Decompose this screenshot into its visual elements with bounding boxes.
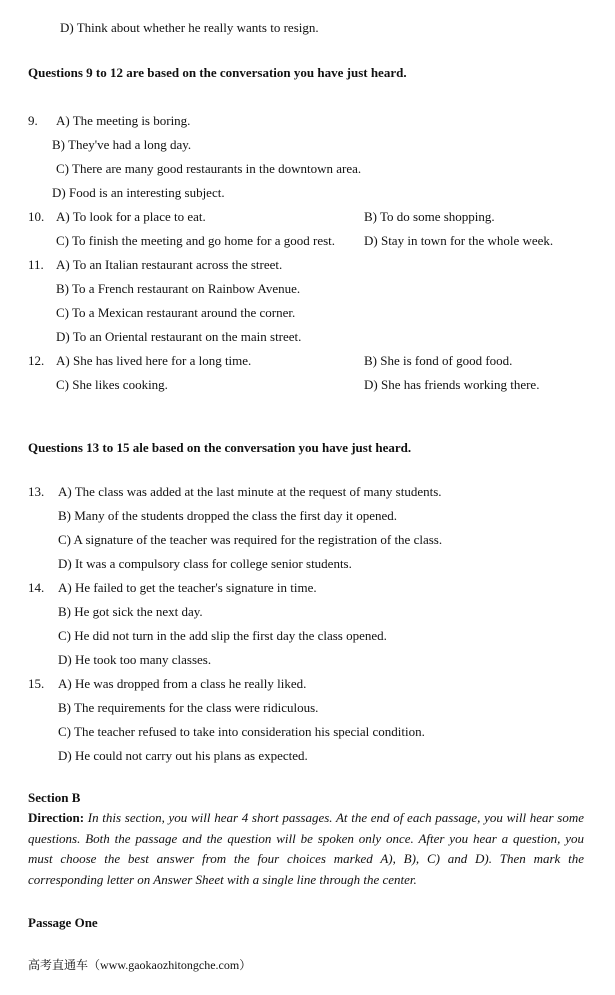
question-number-13: 13. (28, 484, 45, 499)
q15-option-b: B) The requirements for the class were ridiculous. (58, 700, 319, 715)
q9-option-d: D) Food is an interesting subject. (52, 185, 225, 200)
q10-option-d: D) Stay in town for the whole week. (364, 233, 554, 248)
q11-option-a: A) To an Italian restaurant across the street. (56, 257, 283, 272)
q11-option-c: C) To a Mexican restaurant around the corner. (56, 305, 296, 320)
q14-option-a: A) He failed to get the teacher's signature in time. (58, 580, 317, 595)
q12-option-d: D) She has friends working there. (364, 377, 540, 392)
footer-site-url: （www.gaokaozhitongche.com） (88, 958, 252, 972)
q15-option-d: D) He could not carry out his plans as expected. (58, 748, 308, 763)
q10-option-b: B) To do some shopping. (364, 209, 495, 224)
question-number-12: 12. (28, 353, 45, 368)
q12-option-a: A) She has lived here for a long time. (56, 353, 252, 368)
q9-option-c: C) There are many good restaurants in the downtown area. (56, 161, 362, 176)
question-number-15: 15. (28, 676, 45, 691)
section-b-title: Section B (28, 790, 81, 805)
q9-option-b: B) They've had a long day. (52, 137, 192, 152)
question-number-11: 11. (28, 257, 44, 272)
q10-option-c: C) To finish the meeting and go home for a good rest. (56, 233, 336, 248)
direction-label: Direction: (28, 810, 85, 825)
q9-option-a: A) The meeting is boring. (56, 113, 191, 128)
footer-site-name: 高考直通车 (28, 958, 89, 972)
question-number-9: 9. (28, 113, 38, 128)
q14-option-b: B) He got sick the next day. (58, 604, 203, 619)
passage-one-heading: Passage One (28, 915, 98, 930)
q13-option-d: D) It was a compulsory class for college senior students. (58, 556, 352, 571)
section-heading-13-15: Questions 13 to 15 ale based on the conversation you have just heard. (28, 440, 412, 455)
q13-option-a: A) The class was added at the last minute at the request of many students. (58, 484, 442, 499)
q12-option-c: C) She likes cooking. (56, 377, 168, 392)
q10-option-a: A) To look for a place to eat. (56, 209, 206, 224)
q11-option-b: B) To a French restaurant on Rainbow Avenue. (56, 281, 301, 296)
q8-option-d: D) Think about whether he really wants to resign. (60, 20, 319, 35)
q12-option-b: B) She is fond of good food. (364, 353, 513, 368)
q15-option-a: A) He was dropped from a class he really liked. (58, 676, 307, 691)
question-number-10: 10. (28, 209, 45, 224)
q11-option-d: D) To an Oriental restaurant on the main street. (56, 329, 302, 344)
q15-option-c: C) The teacher refused to take into consideration his special condition. (58, 724, 425, 739)
q14-option-c: C) He did not turn in the add slip the first day the class opened. (58, 628, 387, 643)
question-number-14: 14. (28, 580, 45, 595)
footer-source (28, 957, 251, 973)
section-heading-9-12: Questions 9 to 12 are based on the conversation you have just heard. (28, 65, 407, 80)
section-b-direction (28, 808, 584, 890)
direction-text: In this section, you will hear 4 short passages. At the end of each passage, you will hear some questions. Both the passage and the question will be spoken only once. After you hear a question, you must choose the best answer from the four choices marked A), B), C) and D). Then mark the corresponding letter on Answer Sheet with a single line through the center. (28, 810, 585, 887)
q13-option-c: C) A signature of the teacher was required for the registration of the class. (58, 532, 443, 547)
q14-option-d: D) He took too many classes. (58, 652, 212, 667)
q13-option-b: B) Many of the students dropped the class the first day it opened. (58, 508, 398, 523)
